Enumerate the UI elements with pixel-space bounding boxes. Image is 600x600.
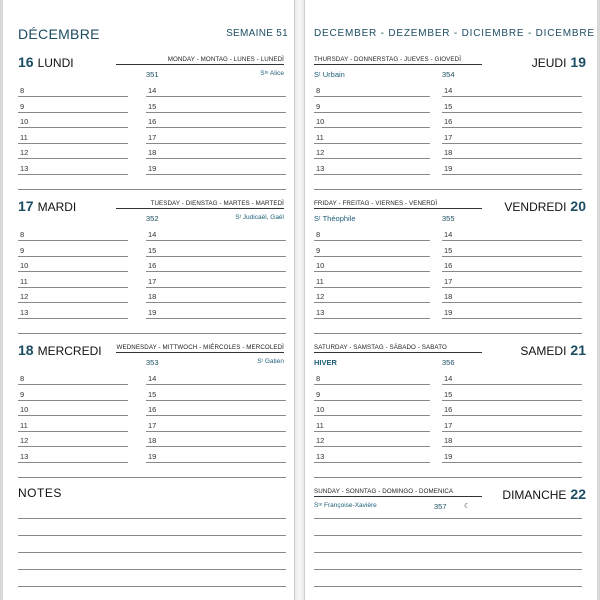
day-block-dimanche <box>306 486 592 596</box>
hour-line <box>314 384 430 385</box>
hour-line <box>314 333 582 334</box>
day-name-multilang: SUNDAY - SONNTAG - DOMINGO - DOMENICA <box>314 488 482 497</box>
hour-line <box>146 400 286 401</box>
hour-line <box>146 256 286 257</box>
saint-name: Sᵗ Judicaël, Gaël <box>235 214 284 221</box>
hour-line <box>442 446 582 447</box>
hour-label: 8 <box>316 230 321 239</box>
hour-label: 19 <box>444 163 453 173</box>
hour-line <box>314 400 430 401</box>
hour-line <box>18 158 128 159</box>
hour-line <box>146 446 286 447</box>
book-spine <box>294 0 305 600</box>
right-page <box>306 8 595 592</box>
day-name-multilang: TUESDAY - DIENSTAG - MARTES - MARTEDÌ <box>116 200 284 209</box>
day-of-year: 355 <box>442 214 455 223</box>
hour-label: 17 <box>148 132 157 142</box>
notes-line <box>314 552 582 553</box>
hour-label: 10 <box>316 117 325 126</box>
hour-line <box>442 112 582 113</box>
hour-label: 15 <box>444 389 453 399</box>
hour-label: 8 <box>20 374 25 383</box>
hour-line <box>18 174 128 175</box>
left-page-header <box>18 26 288 48</box>
hour-label: 15 <box>148 101 157 111</box>
day-number: 20 <box>570 198 586 214</box>
hour-label: 9 <box>20 101 25 111</box>
day-name <box>504 198 586 214</box>
moon-phase-icon: ☾ <box>464 503 471 510</box>
hour-line <box>146 287 286 288</box>
day-label: LUNDI <box>37 56 74 70</box>
hour-label: 11 <box>316 132 324 142</box>
hour-label: 13 <box>316 163 325 173</box>
hour-line <box>18 271 128 272</box>
day-name <box>520 342 586 358</box>
hour-line <box>146 415 286 416</box>
month-title: DÉCEMBRE <box>18 26 100 42</box>
day-number: 19 <box>570 54 586 70</box>
hour-label: 17 <box>444 420 453 430</box>
hour-label: 14 <box>444 230 453 239</box>
day-number: 17 <box>18 198 34 214</box>
hour-label: 15 <box>148 389 157 399</box>
day-number: 21 <box>570 342 586 358</box>
hour-line <box>18 333 286 334</box>
day-of-year: 356 <box>442 358 455 367</box>
hour-line <box>18 143 128 144</box>
hour-label: 10 <box>316 261 325 270</box>
hour-label: 8 <box>20 230 25 239</box>
hour-label: 10 <box>316 405 325 414</box>
day-block-samedi <box>306 342 592 482</box>
hour-line <box>314 158 430 159</box>
hour-line <box>314 287 430 288</box>
hour-line <box>18 400 128 401</box>
day-info: Sᵗ Urbain <box>314 70 345 79</box>
day-label: MARDI <box>37 200 77 214</box>
hour-label: 18 <box>444 148 453 157</box>
notes-line <box>18 535 286 536</box>
hour-label: 15 <box>148 245 157 255</box>
hour-line <box>18 318 128 319</box>
day-name <box>532 54 586 70</box>
hour-label: 18 <box>444 436 453 445</box>
hour-line <box>314 271 430 272</box>
hour-line <box>442 302 582 303</box>
hour-line <box>314 96 430 97</box>
hour-label: 9 <box>20 389 25 399</box>
hour-label: 8 <box>20 86 25 95</box>
hour-label: 11 <box>316 420 324 430</box>
hour-label: 16 <box>444 261 453 270</box>
hour-line <box>18 462 128 463</box>
hour-line <box>18 477 286 478</box>
hour-line <box>314 431 430 432</box>
hour-line <box>18 240 128 241</box>
hour-label: 19 <box>148 307 157 317</box>
hour-label: 16 <box>444 117 453 126</box>
hour-label: 8 <box>316 86 321 95</box>
hour-line <box>18 384 128 385</box>
notes-line <box>314 535 582 536</box>
hour-label: 18 <box>148 148 157 157</box>
day-block-lundi <box>4 54 290 194</box>
hour-label: 14 <box>148 230 157 239</box>
hour-line <box>314 446 430 447</box>
hour-line <box>146 96 286 97</box>
hour-line <box>18 256 128 257</box>
day-number: 18 <box>18 342 34 358</box>
hour-label: 11 <box>20 132 28 142</box>
hour-line <box>146 240 286 241</box>
hour-line <box>314 240 430 241</box>
day-name <box>18 54 74 70</box>
day-name <box>502 486 586 502</box>
left-page <box>4 8 290 592</box>
hour-line <box>146 158 286 159</box>
hour-label: 19 <box>148 451 157 461</box>
day-label: MERCREDI <box>37 344 102 358</box>
hour-label: 11 <box>316 276 324 286</box>
hour-label: 14 <box>148 86 157 95</box>
hour-label: 14 <box>148 374 157 383</box>
day-name-multilang: THURSDAY - DONNERSTAG - JUEVES - GIOVEDÌ <box>314 56 482 65</box>
hour-label: 17 <box>444 132 453 142</box>
hour-line <box>18 127 128 128</box>
hour-label: 10 <box>20 261 29 270</box>
hour-line <box>18 431 128 432</box>
hour-line <box>442 415 582 416</box>
hour-label: 9 <box>316 245 321 255</box>
day-name-multilang: MONDAY - MONTAG - LUNES - LUNEDÌ <box>116 56 284 65</box>
hour-line <box>314 112 430 113</box>
hour-line <box>18 446 128 447</box>
hour-line <box>18 189 286 190</box>
hour-label: 12 <box>316 292 325 301</box>
hour-label: 12 <box>20 436 29 445</box>
notes-line <box>18 518 286 519</box>
saint-name: Sᵗᵉ Alice <box>260 70 284 77</box>
day-block-jeudi <box>306 54 592 194</box>
hour-line <box>18 287 128 288</box>
hour-label: 14 <box>444 86 453 95</box>
hour-line <box>314 189 582 190</box>
hour-label: 18 <box>148 292 157 301</box>
hour-line <box>18 415 128 416</box>
hour-line <box>146 431 286 432</box>
hour-label: 19 <box>148 163 157 173</box>
hour-label: 16 <box>444 405 453 414</box>
hour-line <box>314 256 430 257</box>
hour-line <box>314 302 430 303</box>
day-number: 16 <box>18 54 34 70</box>
notes-line <box>314 586 582 587</box>
hour-label: 16 <box>148 405 157 414</box>
hour-line <box>314 415 430 416</box>
hour-line <box>146 318 286 319</box>
notes-line <box>314 569 582 570</box>
notes-line <box>18 586 286 587</box>
day-info: Sᵗᵉ Françoise-Xavière <box>314 502 377 509</box>
hour-label: 8 <box>316 374 321 383</box>
day-name <box>18 342 102 358</box>
hour-line <box>442 143 582 144</box>
hour-line <box>442 462 582 463</box>
hour-label: 12 <box>316 148 325 157</box>
page-edge-left <box>0 0 3 600</box>
day-of-year: 354 <box>442 70 455 79</box>
hour-line <box>314 462 430 463</box>
notes-line <box>314 518 582 519</box>
hour-line <box>442 96 582 97</box>
months-multilang: DECEMBER - DEZEMBER - DICIEMBRE - DICEMBRE <box>314 28 595 39</box>
notes-line <box>18 552 286 553</box>
hour-line <box>146 271 286 272</box>
saint-name: Sᵗ Gatien <box>257 358 284 365</box>
hour-line <box>442 431 582 432</box>
day-name <box>18 198 76 214</box>
hour-label: 13 <box>316 307 325 317</box>
hour-line <box>314 174 430 175</box>
day-name-multilang: SATURDAY - SAMSTAG - SÁBADO - SABATO <box>314 344 482 353</box>
hour-label: 9 <box>20 245 25 255</box>
hour-label: 9 <box>316 389 321 399</box>
day-of-year: 353 <box>146 358 159 367</box>
hour-line <box>146 462 286 463</box>
day-block-mardi <box>4 198 290 338</box>
hour-label: 13 <box>20 163 29 173</box>
hour-line <box>314 318 430 319</box>
hour-line <box>146 127 286 128</box>
hour-line <box>442 287 582 288</box>
hour-label: 12 <box>20 148 29 157</box>
hour-line <box>18 96 128 97</box>
hour-line <box>442 240 582 241</box>
hour-line <box>442 256 582 257</box>
day-of-year: 357 <box>434 502 447 511</box>
day-label: VENDREDI <box>504 200 567 214</box>
hour-label: 9 <box>316 101 321 111</box>
day-block-mercredi <box>4 342 290 482</box>
hour-line <box>146 112 286 113</box>
notes-line <box>18 569 286 570</box>
hour-line <box>18 112 128 113</box>
hour-label: 10 <box>20 405 29 414</box>
hour-label: 17 <box>444 276 453 286</box>
hour-label: 15 <box>444 245 453 255</box>
day-of-year: 351 <box>146 70 159 79</box>
hour-line <box>442 174 582 175</box>
hour-label: 17 <box>148 276 157 286</box>
hour-label: 19 <box>444 451 453 461</box>
hour-label: 13 <box>316 451 325 461</box>
hour-line <box>314 127 430 128</box>
hour-label: 17 <box>148 420 157 430</box>
hour-line <box>314 143 430 144</box>
hour-label: 11 <box>20 420 28 430</box>
hour-label: 12 <box>316 436 325 445</box>
day-block-vendredi <box>306 198 592 338</box>
hour-line <box>314 477 582 478</box>
day-name-multilang: WEDNESDAY - MITTWOCH - MIÉRCOLES - MERCOLEDÌ <box>116 344 284 351</box>
notes-title: NOTES <box>18 486 62 500</box>
hour-line <box>442 158 582 159</box>
hour-label: 19 <box>444 307 453 317</box>
hour-line <box>442 271 582 272</box>
hour-label: 14 <box>444 374 453 383</box>
hour-line <box>442 384 582 385</box>
hour-label: 10 <box>20 117 29 126</box>
hour-label: 12 <box>20 292 29 301</box>
day-number: 22 <box>570 486 586 502</box>
hour-line <box>442 318 582 319</box>
hour-line <box>146 302 286 303</box>
hour-line <box>146 143 286 144</box>
day-of-year: 352 <box>146 214 159 223</box>
hour-label: 16 <box>148 261 157 270</box>
day-label: JEUDI <box>531 56 567 70</box>
hour-line <box>18 302 128 303</box>
hour-line <box>442 400 582 401</box>
week-number: SEMAINE 51 <box>226 28 288 39</box>
hour-label: 16 <box>148 117 157 126</box>
hour-label: 18 <box>148 436 157 445</box>
hour-label: 13 <box>20 451 29 461</box>
day-info: HIVER <box>314 358 337 367</box>
hour-line <box>442 127 582 128</box>
hour-label: 18 <box>444 292 453 301</box>
day-name-multilang: FRIDAY - FREITAG - VIERNES - VENERDÌ <box>314 200 482 209</box>
hour-label: 13 <box>20 307 29 317</box>
hour-line <box>146 384 286 385</box>
day-info: Sᵗ Théophile <box>314 214 356 223</box>
hour-line <box>146 174 286 175</box>
day-label: SAMEDI <box>520 344 567 358</box>
hour-label: 15 <box>444 101 453 111</box>
day-label: DIMANCHE <box>502 488 567 502</box>
hour-label: 11 <box>20 276 28 286</box>
